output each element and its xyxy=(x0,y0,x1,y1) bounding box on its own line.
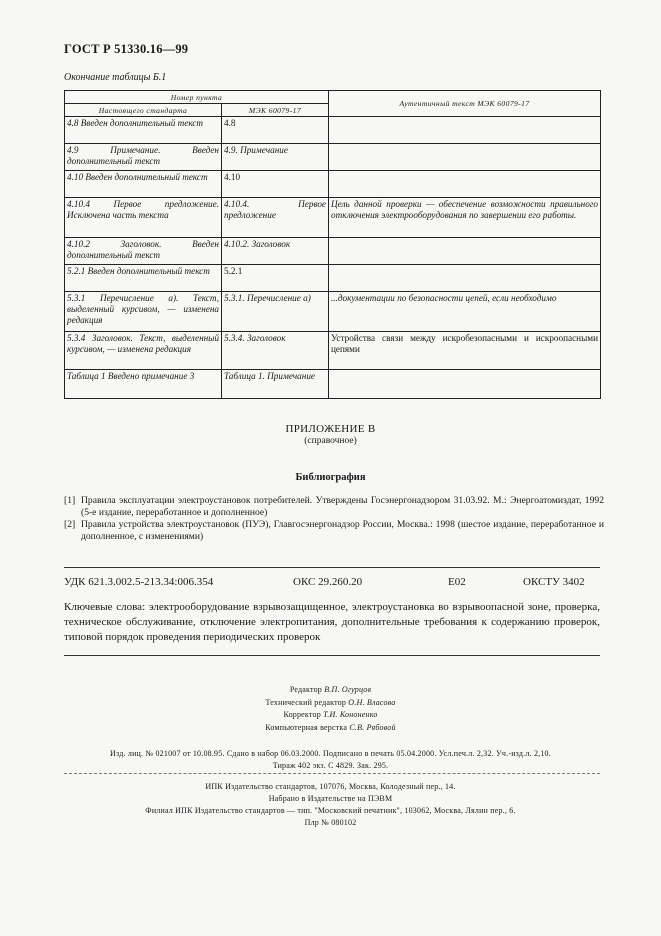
editor-name: В.П. Огурцов xyxy=(324,685,372,694)
cell-iec: 5.2.1 xyxy=(222,265,329,292)
layout-label: Компьютерная верстка xyxy=(265,723,348,732)
cell-authentic xyxy=(329,265,601,292)
cell-iec: 5.3.4. Заголовок xyxy=(222,332,329,370)
header-this-standard: Настоящего стандарта xyxy=(65,104,222,117)
imprint-corrector xyxy=(0,710,661,719)
bibliography-item xyxy=(64,495,604,519)
bibliography-number: [2] xyxy=(64,519,76,530)
imprint-branch: Филиал ИПК Издательство стандартов — тип. "Московский печатник", 103062, Москва, Лялин пер., 6. xyxy=(145,806,516,815)
table-row xyxy=(65,370,601,399)
header-clause-number: Номер пункта xyxy=(65,91,329,104)
appendix-title: ПРИЛОЖЕНИЕ В xyxy=(285,423,376,435)
bibliography-item xyxy=(64,519,604,543)
cell-iec: 4.10 xyxy=(222,171,329,198)
divider xyxy=(64,567,600,568)
divider xyxy=(64,655,600,656)
corrector-label: Корректор xyxy=(283,710,321,719)
cell-authentic: ...документации по безопасности цепей, если необходимо xyxy=(329,292,601,332)
cell-standard: 4.8 Введен дополнительный текст xyxy=(65,117,222,144)
editor-label: Редактор xyxy=(289,685,322,694)
cell-standard: 4.10.2 Заголовок. Введен дополнительный текст xyxy=(65,238,222,265)
imprint-editor xyxy=(0,685,661,694)
header-authentic-text: Аутентичный текст МЭК 60079-17 xyxy=(329,91,601,117)
cell-authentic xyxy=(329,370,601,399)
tech-editor-name: О.Н. Власова xyxy=(348,698,396,707)
table-row xyxy=(65,238,601,265)
layout-name: С.В. Рябовой xyxy=(349,723,396,732)
cell-authentic xyxy=(329,171,601,198)
cell-iec: 4.9. Примечание xyxy=(222,144,329,171)
table-row xyxy=(65,265,601,292)
table-row xyxy=(65,332,601,370)
document-title: ГОСТ Р 51330.16—99 xyxy=(64,42,189,56)
cell-authentic xyxy=(329,117,601,144)
e-code: Е02 xyxy=(448,576,466,588)
oks-code: ОКС 29.260.20 xyxy=(293,576,363,588)
cell-standard: 5.2.1 Введен дополнительный текст xyxy=(65,265,222,292)
imprint-license: Изд. лиц. № 021007 от 10.08.95. Сдано в набор 06.03.2000. Подписано в печать 05.04.2000. Усл.печ.л. 2,32. Уч.-изд.л. 2,10. xyxy=(110,749,551,758)
bibliography-text: Правила устройства электроустановок (ПУЭ), Главгосэнергонадзор России, Москва.: 1998 (шестое издание, переработанное и дополненное, с изменениями) xyxy=(81,519,604,542)
imprint-publisher: ИПК Издательство стандартов, 107076, Москва, Колодезный пер., 14. xyxy=(205,782,456,791)
bibliography-number: [1] xyxy=(64,495,76,506)
corrector-name: Т.И. Кононенко xyxy=(323,710,378,719)
cell-iec: 4.10.4. Первое предложение xyxy=(222,198,329,238)
imprint-tech-editor xyxy=(0,698,661,707)
cell-iec: 5.3.1. Перечисление а) xyxy=(222,292,329,332)
table-row xyxy=(65,144,601,171)
cell-standard: 4.10 Введен дополнительный текст xyxy=(65,171,222,198)
tech-editor-label: Технический редактор xyxy=(265,698,347,707)
okstu-code: ОКСТУ 3402 xyxy=(523,576,585,588)
cell-standard: 5.3.4 Заголовок. Текст, выделенный курсивом, — изменена редакция xyxy=(65,332,222,370)
table-row xyxy=(65,292,601,332)
cell-iec: 4.8 xyxy=(222,117,329,144)
cell-authentic xyxy=(329,238,601,265)
cell-iec: Таблица 1. Примечание xyxy=(222,370,329,399)
cell-standard: 4.10.4 Первое предложение. Исключена часть текста xyxy=(65,198,222,238)
correspondence-table xyxy=(64,90,601,399)
table-caption: Окончание таблицы Б.1 xyxy=(64,72,167,83)
appendix-subtitle: (справочное) xyxy=(304,436,357,446)
cell-standard: 5.3.1 Перечисление а). Текст, выделенный курсивом, — изменена редакция xyxy=(65,292,222,332)
cell-authentic xyxy=(329,144,601,171)
imprint-layout xyxy=(0,723,661,732)
cell-standard: 4.9 Примечание. Введен дополнительный текст xyxy=(65,144,222,171)
table-row xyxy=(65,171,601,198)
dashed-divider xyxy=(64,773,600,774)
keywords: Ключевые слова: электрооборудование взрывозащищенное, электроустановка во взрывоопасной зоне, проверка, техническое обслуживание, отключение электропитания, дополнительные требования к содержанию проверок, типовой порядок проведения периодических проверок xyxy=(64,601,600,643)
cell-iec: 4.10.2. Заголовок xyxy=(222,238,329,265)
table-row xyxy=(65,117,601,144)
udk-code: УДК 621.3.002.5-213.34:006.354 xyxy=(64,576,214,588)
imprint-typeset: Набрано в Издательстве на ПЭВМ xyxy=(268,794,393,803)
table-row xyxy=(65,198,601,238)
bibliography-text: Правила эксплуатации электроустановок потребителей. Утверждены Госэнергонадзором 31.03.92. М.: Энергоатомиздат, 1992 (5-е издание, переработанное и дополненное) xyxy=(81,495,604,518)
header-iec-standard: МЭК 60079-17 xyxy=(222,104,329,117)
cell-authentic: Цель данной проверки — обеспечение возможности правильного отключения электрооборудования по завершении его работы. xyxy=(329,198,601,238)
bibliography-heading: Библиография xyxy=(295,472,366,483)
cell-authentic: Устройства связи между искробезопасными и искроопасными цепями xyxy=(329,332,601,370)
cell-standard: Таблица 1 Введено примечание 3 xyxy=(65,370,222,399)
imprint-print-run: Тираж 402 экз. С 4829. Зак. 295. xyxy=(272,761,389,770)
table-header-row xyxy=(65,91,601,104)
imprint-plr: Плр № 080102 xyxy=(304,818,357,827)
